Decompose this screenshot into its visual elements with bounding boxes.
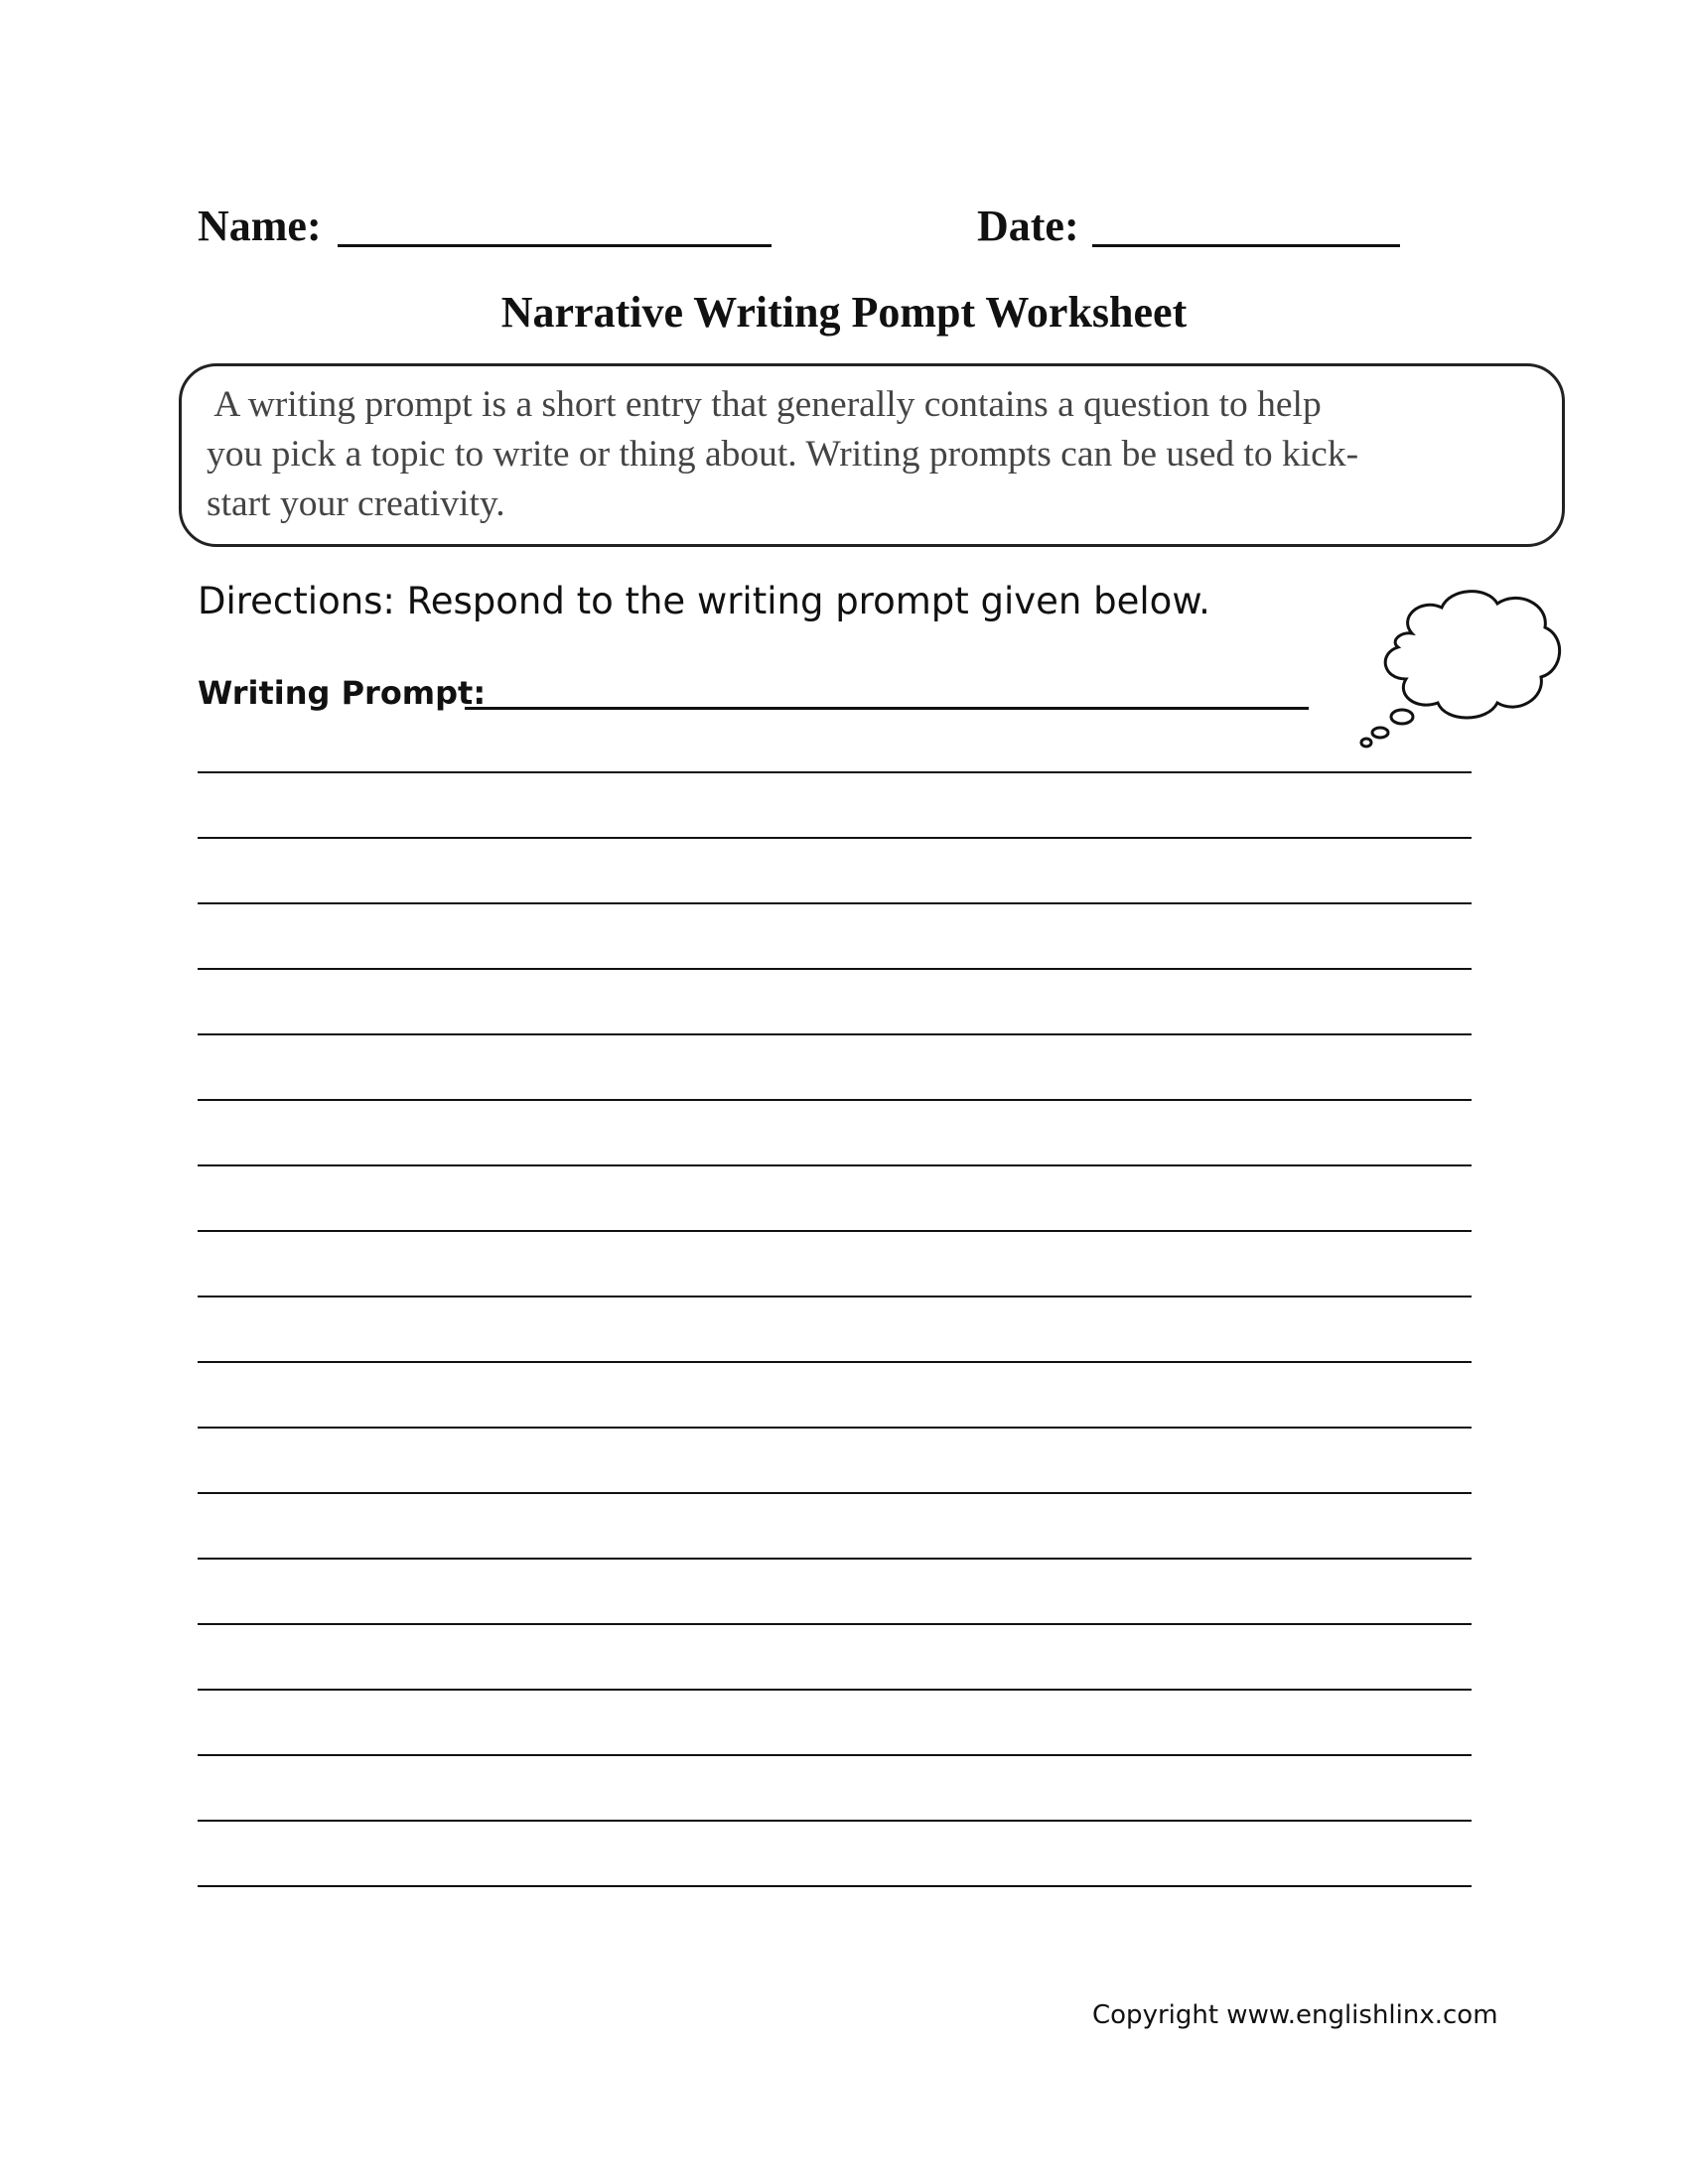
writing-line[interactable] — [198, 1230, 1472, 1232]
date-field[interactable] — [1092, 244, 1400, 247]
writing-line[interactable] — [198, 1099, 1472, 1101]
writing-prompt-label: Writing Prompt: — [198, 674, 487, 712]
copyright-text: Copyright www.englishlinx.com — [1092, 2000, 1498, 2030]
intro-line: start your creativity. — [207, 483, 505, 524]
name-field[interactable] — [338, 244, 772, 247]
intro-line: A writing prompt is a short entry that generally contains a question to help — [207, 384, 1322, 425]
date-label: Date: — [977, 202, 1079, 250]
writing-line[interactable] — [198, 1623, 1472, 1625]
name-label: Name: — [198, 202, 322, 250]
writing-line[interactable] — [198, 1558, 1472, 1560]
writing-line[interactable] — [198, 968, 1472, 970]
writing-line[interactable] — [198, 902, 1472, 904]
thought-bubble-icon — [1350, 576, 1569, 750]
writing-prompt-field[interactable] — [465, 707, 1309, 710]
writing-line[interactable] — [198, 837, 1472, 839]
page-title: Narrative Writing Pompt Worksheet — [500, 288, 1188, 337]
writing-line[interactable] — [198, 1361, 1472, 1363]
directions-text: Directions: Respond to the writing prompt given below. — [198, 580, 1210, 622]
writing-line[interactable] — [198, 1820, 1472, 1822]
intro-text — [207, 380, 1537, 529]
writing-line[interactable] — [198, 1754, 1472, 1756]
writing-line[interactable] — [198, 1427, 1472, 1429]
writing-line[interactable] — [198, 1296, 1472, 1297]
writing-line[interactable] — [198, 1885, 1472, 1887]
writing-line[interactable] — [198, 1164, 1472, 1166]
writing-line[interactable] — [198, 1492, 1472, 1494]
intro-line: you pick a topic to write or thing about. Writing prompts can be used to kick- — [207, 434, 1359, 475]
writing-line[interactable] — [198, 1033, 1472, 1035]
writing-line[interactable] — [198, 1689, 1472, 1691]
writing-line[interactable] — [198, 771, 1472, 773]
